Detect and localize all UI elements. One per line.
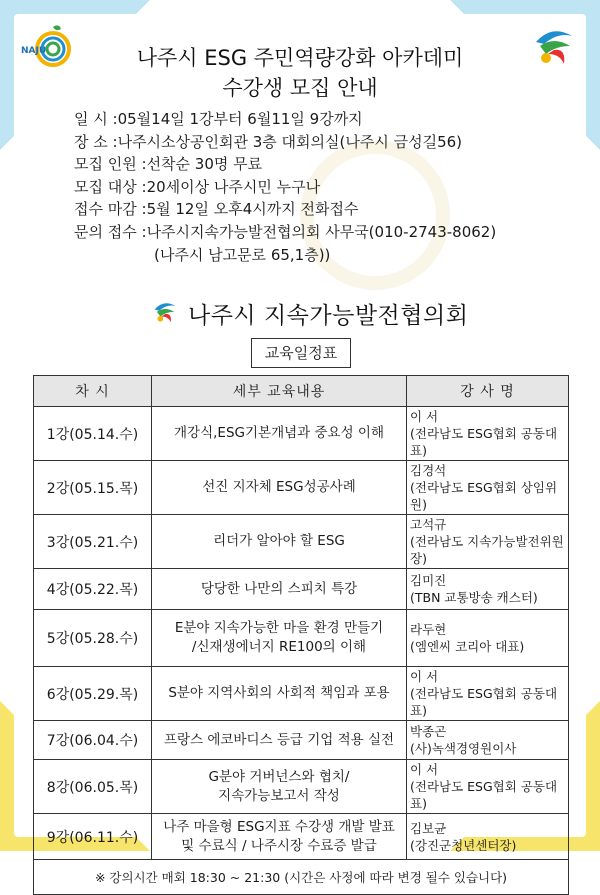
session-cell: 2강(05.15.목) bbox=[34, 461, 152, 515]
table-row bbox=[34, 721, 569, 760]
instructor-name: 김보균 bbox=[410, 820, 447, 836]
content-cell bbox=[152, 721, 407, 760]
table-row bbox=[34, 515, 569, 569]
content-cell bbox=[152, 667, 407, 721]
instructor-cell bbox=[407, 407, 569, 461]
content-line: E분야 지속가능한 마을 환경 만들기 bbox=[174, 620, 384, 636]
info-row-date bbox=[74, 108, 496, 131]
instructor-name: 이 서 bbox=[410, 669, 439, 684]
content-line: 및 수료식 / 나주시장 수료증 발급 bbox=[181, 837, 377, 854]
content-line: 개강식,ESG기본개념과 중요성 이해 bbox=[174, 425, 384, 441]
header-instructor: 강 사 명 bbox=[407, 376, 569, 407]
info-value: 선착순 30명 무료 bbox=[146, 155, 263, 174]
info-value: 5월 12일 오후4시까지 전화접수 bbox=[146, 200, 359, 219]
header-session: 차 시 bbox=[34, 376, 152, 407]
page-subtitle: 수강생 모집 안내 bbox=[222, 76, 378, 100]
table-header-row bbox=[34, 376, 569, 407]
content-line: 리더가 알아야 할 ESG bbox=[213, 533, 345, 549]
info-block bbox=[74, 108, 496, 266]
instructor-title: (전라남도 ESG협회 상임위원) bbox=[410, 480, 558, 512]
org-heading bbox=[150, 295, 468, 331]
table-row bbox=[34, 814, 569, 860]
header-content: 세부 교육내용 bbox=[152, 376, 407, 407]
info-value: 05월14일 1강부터 6월11일 9강까지 bbox=[117, 110, 363, 128]
instructor-cell bbox=[407, 610, 569, 667]
info-label: 모집 인원 : bbox=[74, 155, 147, 174]
footnote-row bbox=[34, 860, 569, 895]
table-row bbox=[34, 407, 569, 461]
info-row-address: (나주시 남고문로 65,1층)) bbox=[154, 245, 331, 264]
instructor-title: (전라남도 지속가능발전위원장) bbox=[410, 534, 564, 566]
table-row bbox=[34, 461, 569, 515]
info-label: 장 소 : bbox=[74, 132, 118, 151]
instructor-name: 고석규 bbox=[410, 517, 447, 532]
info-label: 문의 접수 : bbox=[74, 222, 147, 241]
content-line: 프랑스 에코바디스 등급 기업 적용 실전 bbox=[163, 731, 395, 748]
info-row-deadline bbox=[74, 198, 496, 221]
instructor-name: 김경석 bbox=[410, 463, 447, 478]
instructor-name: 라두현 bbox=[410, 622, 447, 637]
session-cell: 6강(05.29.목) bbox=[34, 667, 152, 721]
info-row-target bbox=[74, 176, 496, 199]
content-cell bbox=[152, 461, 407, 515]
instructor-title: (강진군청년센터장) bbox=[410, 837, 517, 853]
lecture-time-note: ※ 강의시간 매회 18:30 ~ 21:30 (시간은 사정에 따라 변경 될수 있습니다) bbox=[34, 860, 569, 895]
info-row-capacity bbox=[74, 153, 496, 176]
session-cell: 8강(06.05.목) bbox=[34, 760, 152, 814]
instructor-name: 이 서 bbox=[410, 409, 439, 424]
instructor-title: (전라남도 ESG협회 공동대표) bbox=[410, 426, 558, 458]
table-row bbox=[34, 610, 569, 667]
content-cell bbox=[152, 515, 407, 569]
instructor-title: (전라남도 ESG협회 공동대표) bbox=[410, 779, 558, 811]
info-label: 접수 마감 : bbox=[74, 200, 147, 219]
page-title: 나주시 ESG 주민역량강화 아카데미 bbox=[136, 46, 464, 70]
info-value: 20세이상 나주시민 누구나 bbox=[146, 177, 321, 196]
session-cell: 7강(06.04.수) bbox=[34, 721, 152, 760]
content-cell bbox=[152, 610, 407, 667]
content-cell bbox=[152, 407, 407, 461]
table-row bbox=[34, 667, 569, 721]
instructor-title: (TBN 교통방송 캐스터) bbox=[410, 590, 538, 605]
instructor-title: (전라남도 ESG협회 공동대표) bbox=[410, 686, 558, 718]
instructor-cell bbox=[407, 760, 569, 814]
instructor-name: 이 서 bbox=[410, 762, 439, 777]
info-row-place bbox=[74, 131, 496, 154]
info-label: 모집 대상 : bbox=[74, 177, 147, 196]
session-cell: 5강(05.28.수) bbox=[34, 610, 152, 667]
content-cell bbox=[152, 760, 407, 814]
content-line: 선진 지자체 ESG성공사례 bbox=[202, 479, 356, 495]
content-line: 나주 마을형 ESG지표 수강생 개발 발표 bbox=[163, 818, 395, 835]
content-line: 당당한 나만의 스피치 특강 bbox=[200, 580, 358, 597]
instructor-name: 박종곤 bbox=[410, 724, 447, 739]
content-cell bbox=[152, 814, 407, 860]
instructor-title: (엠엔씨 코리아 대표) bbox=[410, 639, 525, 654]
content-cell bbox=[152, 569, 407, 610]
instructor-title: (사)녹색경영원이사 bbox=[410, 741, 517, 756]
info-row-contact bbox=[74, 221, 496, 244]
content-line: S분야 지역사회의 사회적 책임과 포용 bbox=[168, 685, 390, 701]
table-row bbox=[34, 760, 569, 814]
session-cell: 9강(06.11.수) bbox=[34, 814, 152, 860]
session-cell: 1강(05.14.수) bbox=[34, 407, 152, 461]
instructor-cell bbox=[407, 667, 569, 721]
content-line: /신재생에너지 RE100의 이해 bbox=[191, 639, 367, 655]
info-value: 나주시지속가능발전협의회 사무국(010-2743-8062) bbox=[146, 222, 497, 241]
info-value: 나주시소상공인회관 3층 대회의실(나주시 금성길56) bbox=[117, 132, 463, 151]
instructor-cell bbox=[407, 814, 569, 860]
session-cell: 3강(05.21.수) bbox=[34, 515, 152, 569]
schedule-table bbox=[33, 375, 569, 895]
schedule-label: 교육일정표 bbox=[251, 338, 351, 368]
content-line: G분야 거버넌스와 협치/ bbox=[208, 768, 350, 785]
instructor-cell bbox=[407, 569, 569, 610]
content-line: 지속가능보고서 작성 bbox=[218, 787, 340, 804]
table-row bbox=[34, 569, 569, 610]
instructor-cell bbox=[407, 721, 569, 760]
naju-logo-text: NAJU bbox=[21, 46, 47, 56]
info-label: 일 시 : bbox=[74, 110, 118, 128]
session-cell: 4강(05.22.목) bbox=[34, 569, 152, 610]
instructor-name: 김미진 bbox=[410, 573, 447, 588]
council-logo-icon bbox=[150, 297, 180, 329]
instructor-cell bbox=[407, 515, 569, 569]
instructor-cell bbox=[407, 461, 569, 515]
org-name: 나주시 지속가능발전협의회 bbox=[188, 302, 469, 329]
